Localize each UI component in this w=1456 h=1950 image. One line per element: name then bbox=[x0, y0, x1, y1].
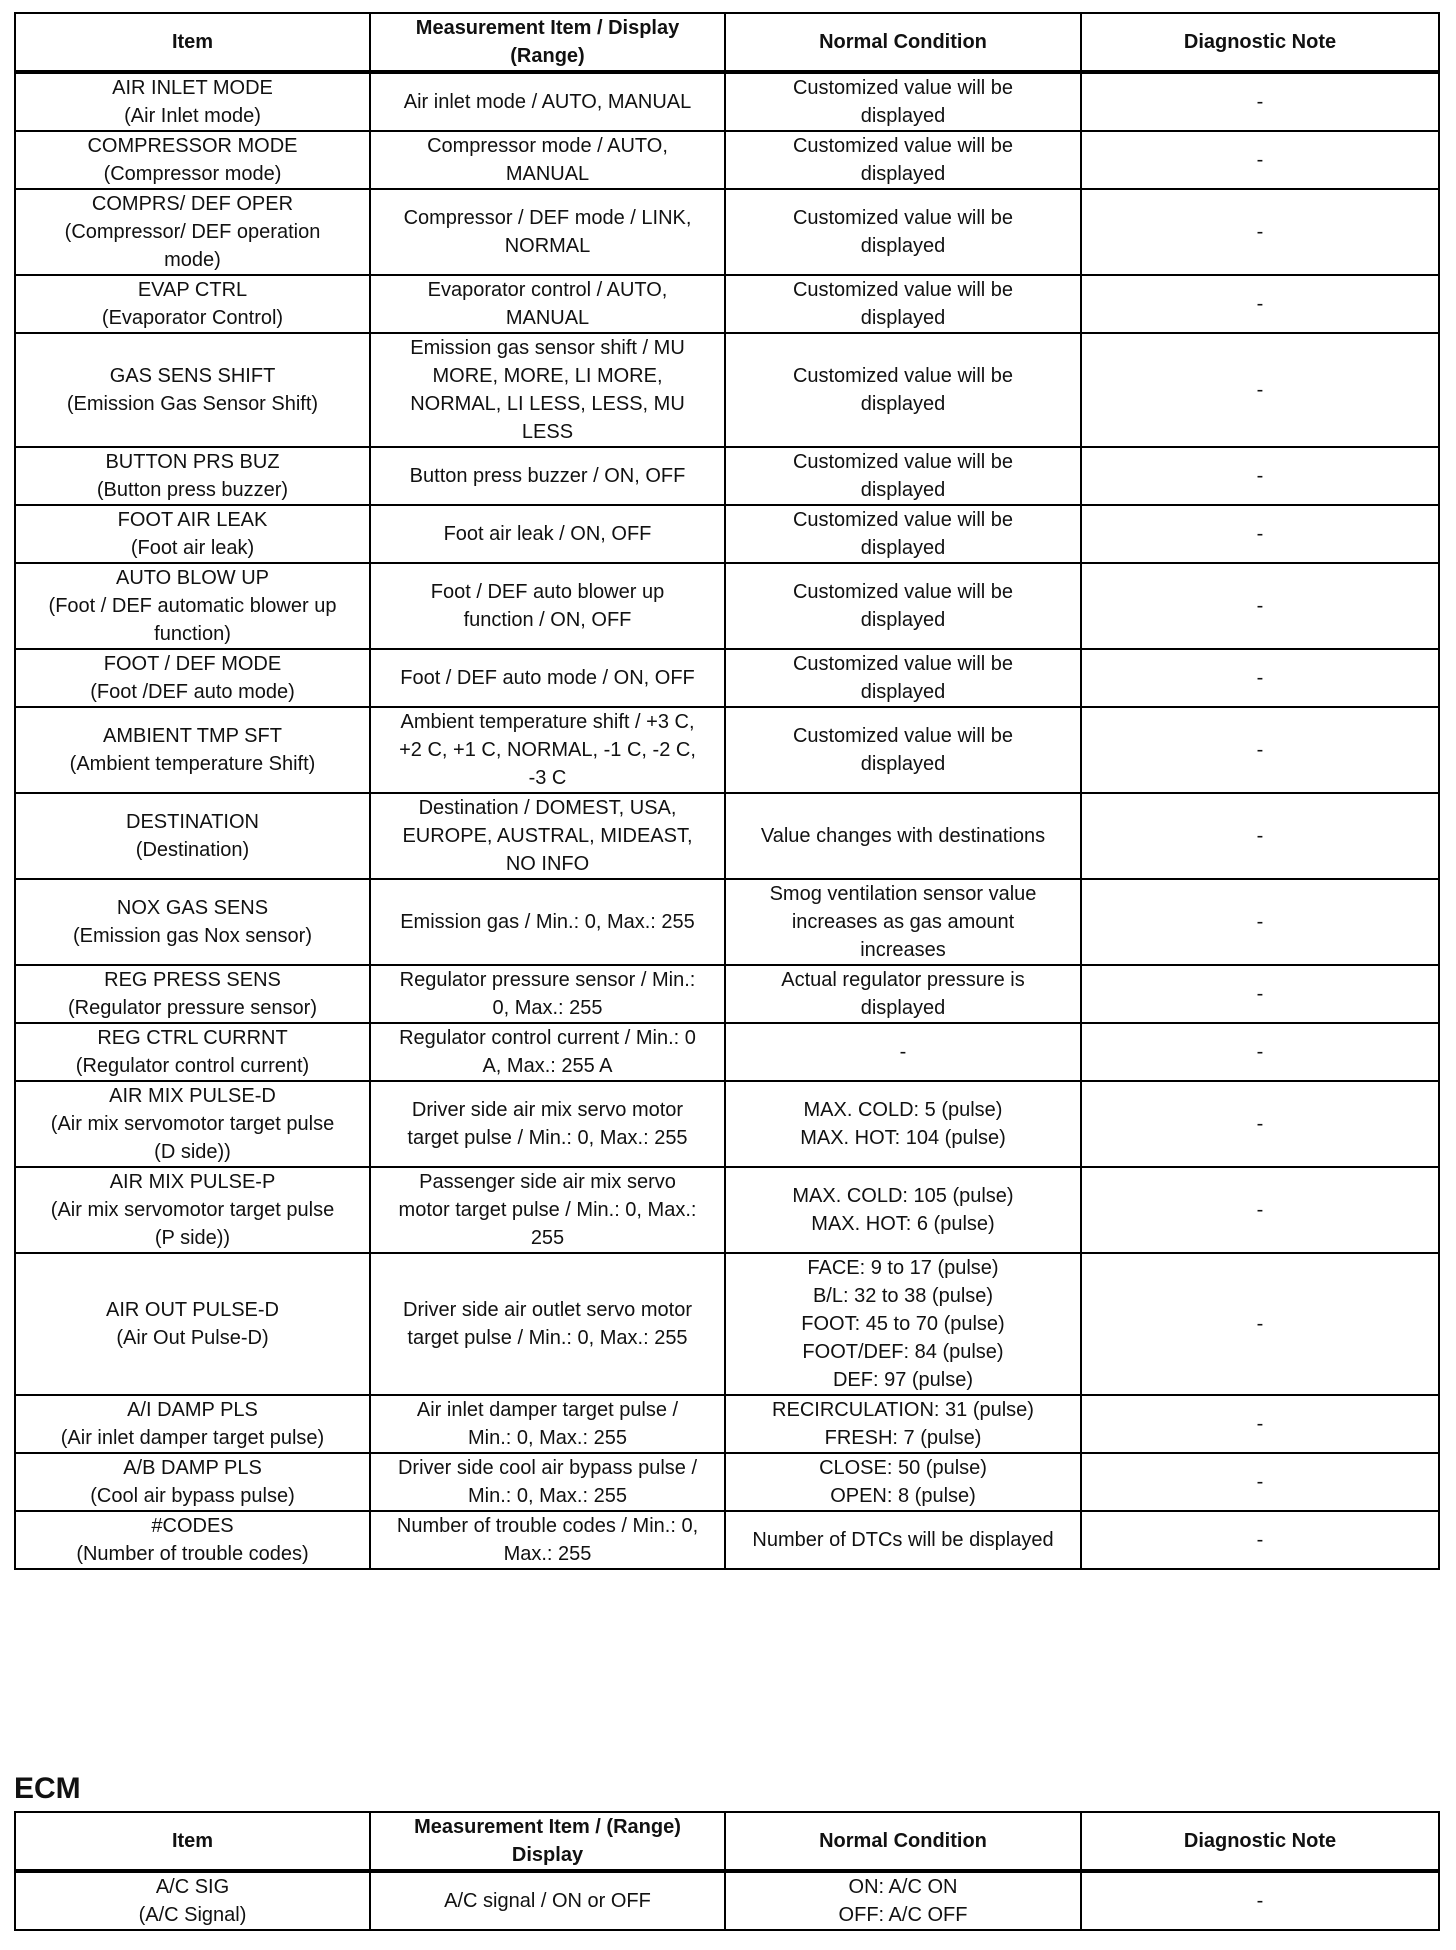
table-row bbox=[15, 1167, 1439, 1253]
header-measurement: Measurement Item / Display (Range) bbox=[370, 13, 725, 72]
cell-measurement: Foot / DEF auto mode / ON, OFF bbox=[370, 649, 725, 707]
cell-diagnostic-note: - bbox=[1081, 333, 1439, 447]
cell-measurement: A/C signal / ON or OFF bbox=[370, 1871, 725, 1930]
header-row bbox=[15, 13, 1439, 72]
cell-measurement: Regulator pressure sensor / Min.: 0, Max.: 255 bbox=[370, 965, 725, 1023]
table-row bbox=[15, 131, 1439, 189]
cell-item: A/B DAMP PLS (Cool air bypass pulse) bbox=[15, 1453, 370, 1511]
cell-normal-condition: Number of DTCs will be displayed bbox=[725, 1511, 1081, 1569]
cell-measurement: Foot air leak / ON, OFF bbox=[370, 505, 725, 563]
header-measurement: Measurement Item / (Range) Display bbox=[370, 1812, 725, 1871]
cell-normal-condition: Customized value will be displayed bbox=[725, 447, 1081, 505]
header-diagnostic-note: Diagnostic Note bbox=[1081, 13, 1439, 72]
table-row bbox=[15, 1871, 1439, 1930]
table-row bbox=[15, 275, 1439, 333]
cell-item: FOOT AIR LEAK (Foot air leak) bbox=[15, 505, 370, 563]
table-row bbox=[15, 1395, 1439, 1453]
table-row bbox=[15, 447, 1439, 505]
cell-diagnostic-note: - bbox=[1081, 1395, 1439, 1453]
table-row bbox=[15, 1253, 1439, 1395]
cell-measurement: Compressor / DEF mode / LINK, NORMAL bbox=[370, 189, 725, 275]
cell-item: NOX GAS SENS (Emission gas Nox sensor) bbox=[15, 879, 370, 965]
cell-normal-condition: RECIRCULATION: 31 (pulse) FRESH: 7 (pulse) bbox=[725, 1395, 1081, 1453]
cell-measurement: Passenger side air mix servo motor target pulse / Min.: 0, Max.: 255 bbox=[370, 1167, 725, 1253]
cell-diagnostic-note: - bbox=[1081, 879, 1439, 965]
table-row bbox=[15, 965, 1439, 1023]
cell-measurement: Foot / DEF auto blower up function / ON, OFF bbox=[370, 563, 725, 649]
cell-normal-condition: Customized value will be displayed bbox=[725, 505, 1081, 563]
table-row bbox=[15, 707, 1439, 793]
cell-item: #CODES (Number of trouble codes) bbox=[15, 1511, 370, 1569]
cell-normal-condition: Value changes with destinations bbox=[725, 793, 1081, 879]
cell-item: AIR INLET MODE (Air Inlet mode) bbox=[15, 72, 370, 131]
cell-diagnostic-note: - bbox=[1081, 72, 1439, 131]
cell-item: DESTINATION (Destination) bbox=[15, 793, 370, 879]
cell-normal-condition: Customized value will be displayed bbox=[725, 131, 1081, 189]
cell-measurement: Regulator control current / Min.: 0 A, Max.: 255 A bbox=[370, 1023, 725, 1081]
table-row bbox=[15, 72, 1439, 131]
table-row bbox=[15, 1453, 1439, 1511]
cell-item: BUTTON PRS BUZ (Button press buzzer) bbox=[15, 447, 370, 505]
cell-normal-condition: Customized value will be displayed bbox=[725, 333, 1081, 447]
cell-measurement: Air inlet damper target pulse / Min.: 0, Max.: 255 bbox=[370, 1395, 725, 1453]
table-row bbox=[15, 189, 1439, 275]
cell-normal-condition: Customized value will be displayed bbox=[725, 563, 1081, 649]
cell-item: A/I DAMP PLS (Air inlet damper target pulse) bbox=[15, 1395, 370, 1453]
table-row bbox=[15, 1081, 1439, 1167]
cell-diagnostic-note: - bbox=[1081, 707, 1439, 793]
cell-measurement: Air inlet mode / AUTO, MANUAL bbox=[370, 72, 725, 131]
cell-item: AMBIENT TMP SFT (Ambient temperature Shift) bbox=[15, 707, 370, 793]
cell-normal-condition: CLOSE: 50 (pulse) OPEN: 8 (pulse) bbox=[725, 1453, 1081, 1511]
header-item: Item bbox=[15, 1812, 370, 1871]
cell-item: REG PRESS SENS (Regulator pressure sensor) bbox=[15, 965, 370, 1023]
header-normal-condition: Normal Condition bbox=[725, 13, 1081, 72]
ecm-data-table bbox=[14, 1811, 1440, 1931]
cell-measurement: Button press buzzer / ON, OFF bbox=[370, 447, 725, 505]
cell-item: REG CTRL CURRNT (Regulator control current) bbox=[15, 1023, 370, 1081]
cell-item: COMPRS/ DEF OPER (Compressor/ DEF operation mode) bbox=[15, 189, 370, 275]
cell-normal-condition: MAX. COLD: 105 (pulse) MAX. HOT: 6 (pulse) bbox=[725, 1167, 1081, 1253]
cell-item: GAS SENS SHIFT (Emission Gas Sensor Shift) bbox=[15, 333, 370, 447]
cell-diagnostic-note: - bbox=[1081, 189, 1439, 275]
cell-normal-condition: Actual regulator pressure is displayed bbox=[725, 965, 1081, 1023]
cell-measurement: Emission gas / Min.: 0, Max.: 255 bbox=[370, 879, 725, 965]
cell-item: AIR OUT PULSE-D (Air Out Pulse-D) bbox=[15, 1253, 370, 1395]
cell-measurement: Number of trouble codes / Min.: 0, Max.: 255 bbox=[370, 1511, 725, 1569]
table-row bbox=[15, 793, 1439, 879]
table-row bbox=[15, 649, 1439, 707]
cell-diagnostic-note: - bbox=[1081, 563, 1439, 649]
cell-diagnostic-note: - bbox=[1081, 965, 1439, 1023]
cell-normal-condition: Customized value will be displayed bbox=[725, 707, 1081, 793]
cell-diagnostic-note: - bbox=[1081, 1511, 1439, 1569]
cell-diagnostic-note: - bbox=[1081, 131, 1439, 189]
cell-measurement: Destination / DOMEST, USA, EUROPE, AUSTRAL, MIDEAST, NO INFO bbox=[370, 793, 725, 879]
cell-diagnostic-note: - bbox=[1081, 1871, 1439, 1930]
cell-measurement: Driver side air outlet servo motor target pulse / Min.: 0, Max.: 255 bbox=[370, 1253, 725, 1395]
cell-normal-condition: Smog ventilation sensor value increases as gas amount increases bbox=[725, 879, 1081, 965]
cell-diagnostic-note: - bbox=[1081, 1253, 1439, 1395]
cell-item: COMPRESSOR MODE (Compressor mode) bbox=[15, 131, 370, 189]
cell-item: FOOT / DEF MODE (Foot /DEF auto mode) bbox=[15, 649, 370, 707]
cell-measurement: Evaporator control / AUTO, MANUAL bbox=[370, 275, 725, 333]
cell-diagnostic-note: - bbox=[1081, 649, 1439, 707]
cell-normal-condition: Customized value will be displayed bbox=[725, 72, 1081, 131]
cell-item: A/C SIG (A/C Signal) bbox=[15, 1871, 370, 1930]
header-normal-condition: Normal Condition bbox=[725, 1812, 1081, 1871]
cell-item: AUTO BLOW UP (Foot / DEF automatic blower up function) bbox=[15, 563, 370, 649]
cell-measurement: Compressor mode / AUTO, MANUAL bbox=[370, 131, 725, 189]
table-row bbox=[15, 1023, 1439, 1081]
table-row bbox=[15, 563, 1439, 649]
main-data-table bbox=[14, 12, 1440, 1570]
cell-normal-condition: Customized value will be displayed bbox=[725, 649, 1081, 707]
cell-normal-condition: FACE: 9 to 17 (pulse) B/L: 32 to 38 (pulse) FOOT: 45 to 70 (pulse) FOOT/DEF: 84 (pulse) DEF: 97 (pulse) bbox=[725, 1253, 1081, 1395]
table-row bbox=[15, 333, 1439, 447]
cell-measurement: Driver side cool air bypass pulse / Min.: 0, Max.: 255 bbox=[370, 1453, 725, 1511]
table-row bbox=[15, 505, 1439, 563]
cell-normal-condition: ON: A/C ON OFF: A/C OFF bbox=[725, 1871, 1081, 1930]
cell-diagnostic-note: - bbox=[1081, 275, 1439, 333]
cell-measurement: Emission gas sensor shift / MU MORE, MORE, LI MORE, NORMAL, LI LESS, LESS, MU LESS bbox=[370, 333, 725, 447]
cell-item: EVAP CTRL (Evaporator Control) bbox=[15, 275, 370, 333]
cell-diagnostic-note: - bbox=[1081, 1023, 1439, 1081]
ecm-section-title: ECM bbox=[14, 1772, 81, 1805]
header-diagnostic-note: Diagnostic Note bbox=[1081, 1812, 1439, 1871]
cell-diagnostic-note: - bbox=[1081, 447, 1439, 505]
cell-measurement: Ambient temperature shift / +3 C, +2 C, +1 C, NORMAL, -1 C, -2 C, -3 C bbox=[370, 707, 725, 793]
table-row bbox=[15, 1511, 1439, 1569]
cell-measurement: Driver side air mix servo motor target pulse / Min.: 0, Max.: 255 bbox=[370, 1081, 725, 1167]
cell-diagnostic-note: - bbox=[1081, 505, 1439, 563]
cell-normal-condition: Customized value will be displayed bbox=[725, 189, 1081, 275]
cell-normal-condition: MAX. COLD: 5 (pulse) MAX. HOT: 104 (pulse) bbox=[725, 1081, 1081, 1167]
cell-normal-condition: Customized value will be displayed bbox=[725, 275, 1081, 333]
header-item: Item bbox=[15, 13, 370, 72]
table-row bbox=[15, 879, 1439, 965]
cell-diagnostic-note: - bbox=[1081, 1167, 1439, 1253]
cell-item: AIR MIX PULSE-P (Air mix servomotor target pulse (P side)) bbox=[15, 1167, 370, 1253]
cell-diagnostic-note: - bbox=[1081, 1081, 1439, 1167]
cell-diagnostic-note: - bbox=[1081, 1453, 1439, 1511]
cell-normal-condition: - bbox=[725, 1023, 1081, 1081]
header-row bbox=[15, 1812, 1439, 1871]
cell-item: AIR MIX PULSE-D (Air mix servomotor target pulse (D side)) bbox=[15, 1081, 370, 1167]
cell-diagnostic-note: - bbox=[1081, 793, 1439, 879]
